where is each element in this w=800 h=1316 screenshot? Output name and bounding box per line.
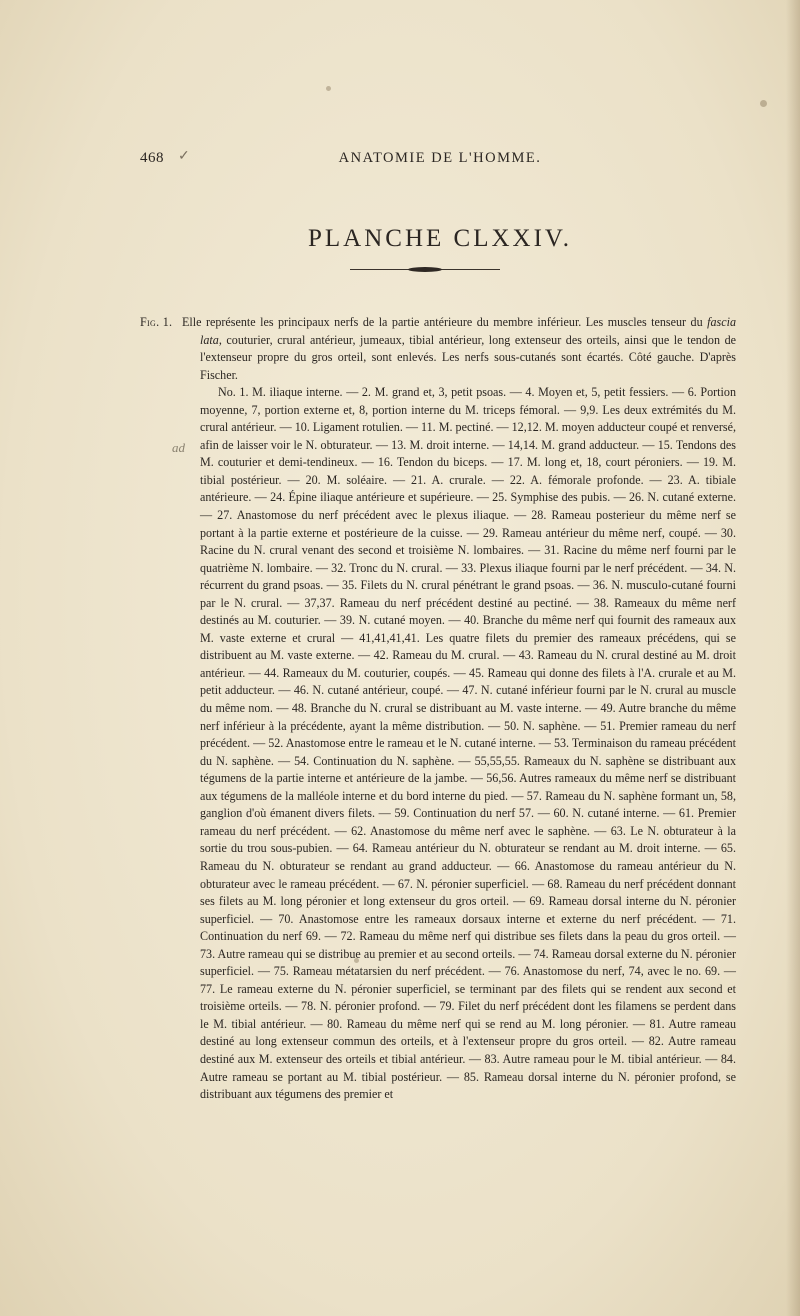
page-number: 468 — [140, 150, 164, 166]
figure-intro — [182, 314, 736, 384]
pencil-check-mark: ✓ — [178, 149, 190, 164]
intro-italic-term: fascia lata — [200, 315, 736, 347]
running-head: ANATOMIE DE L'HOMME. — [338, 150, 542, 166]
title-ornament-rule — [350, 266, 500, 274]
foxing-spot — [326, 86, 331, 91]
page-edge-shadow — [786, 0, 800, 1316]
margin-pencil-note: ad — [172, 440, 185, 455]
intro-text-1: Elle représente les principaux nerfs de la partie antérieure du membre inférieur. Les muscles tenseur du — [182, 315, 703, 329]
intro-text-2: , couturier, crural antérieur, jumeaux, tibial antérieur, long extenseur des orteils, ainsi que le tendon de l'extenseur propre du gros orteil, sont enlevés. Les nerfs sous-cutanés sont écartés. Côté gauche. D'après Fischer. — [200, 332, 736, 382]
figure-legend: No. 1. M. iliaque interne. — 2. M. grand et, 3, petit psoas. — 4. Moyen et, 5, petit fessiers. — 6. Portion moyenne, 7, portion externe et, 8, portion interne du M. triceps fémoral. — 9,9. Les deux extrémités du M. crural antérieur. — 10. Ligament rotulien. — 11. M. pectiné. — 12,12. M. moyen adducteur coupé et renversé, afin de laisser voir le N. obturateur. — 13. M. droit interne. — 14,14. M. grand adducteur. — 15. Tendons des M. couturier et demi-tendineux. — 16. Tendon du biceps. — 17. M. long et, 18, court péroniers. — 19. M. tibial postérieur. — 20. M. soléaire. — 21. A. crurale. — 22. A. fémorale profonde. — 23. A. tibiale antérieure. — 24. Épine iliaque antérieure et supérieure. — 25. Symphise des pubis. — 26. N. cutané externe. — 27. Anastomose du nerf précédent avec le plexus iliaque. — 28. Rameau posterieur du même nerf se portant à la partie externe et postérieure de la cuisse. — 29. Rameau antérieur du même nerf, coupé. — 30. Racine du N. crural venant des second et troisième N. lombaires. — 31. Racine du même nerf fourni par le quatrième N. lombaire. — 32. Tronc du N. crural. — 33. Plexus iliaque fourni par le nerf précédent. — 34. N. récurrent du grand psoas. — 35. Filets du N. crural pénétrant le grand psoas. — 36. N. musculo-cutané fourni par le N. crural. — 37,37. Rameau du nerf précédent destiné au pectiné. — 38. Rameaux du même nerf destinés au M. couturier. — 39. N. cutané moyen. — 40. Branche du même nerf qui fournit des rameaux aux M. vaste externe et crural — 41,41,41,41. Les quatre filets du premier des rameaux précédens, qui se distribuent au M. vaste externe. — 42. Rameau du M. crural. — 43. Rameau du N. crural destiné au M. droit antérieur. — 44. Rameaux du M. couturier, coupés. — 45. Rameau qui donne des filets à l'A. crurale et au M. petit adducteur. — 46. N. cutané antérieur, coupé. — 47. N. cutané inférieur fourni par le N. crural au muscle du même nom. — 48. Branche du N. crural se distribuant au M. vaste interne. — 49. Autre branche du même nerf inférieur à la précédente, ayant la même distribution. — 50. N. saphène. — 51. Premier rameau du nerf précédent. — 52. Anastomose entre le rameau et le N. cutané interne. — 53. Terminaison du rameau précédent du N. saphène. — 54. Continuation du N. saphène. — 55,55,55. Rameaux du N. saphène se distribuant aux tégumens de la partie interne et antérieure de la jambe. — 56,56. Autres rameaux du même nerf se distribuant aux tégumens de la malléole interne et du bord interne du pied. — 57. Rameau du N. saphène formant un, 58, ganglion d'où émanent divers filets. — 59. Continuation du nerf 57. — 60. N. cutané interne. — 61. Premier rameau du nerf précédent. — 62. Anastomose du même nerf avec le saphène. — 63. Le N. obturateur à la sortie du trou sous-pubien. — 64. Rameau antérieur du N. obturateur se rendant au M. droit interne. — 65. Rameau du N. obturateur se rendant au grand adducteur. — 66. Anastomose du rameau antérieur du N. obturateur avec le rameau précédent. — 67. N. péronier superficiel. — 68. Rameau du nerf précédent donnant ses filets au M. long péronier et long extenseur du gros orteil. — 69. Rameau dorsal interne du N. péronier superficiel. — 70. Anastomose entre les rameaux dorsaux interne et externe du nerf précédent. — 71. Continuation du nerf 69. — 72. Rameau du même nerf qui distribue ses filets dans la peau du gros orteil. — 73. Autre rameau qui se distribue au premier et au second orteils. — 74. Rameau dorsal externe du N. péronier superficiel. — 75. Rameau métatarsien du nerf précédent. — 76. Anastomose du nerf, 74, avec le no. 69. — 77. Le rameau externe du N. péronier superficiel, se terminant par des filets qui se rendent aux second et troisième orteils. — 78. N. péronier profond. — 79. Filet du nerf précédent dont les filamens se perdent dans le M. tibial antérieur. — 80. Rameau du même nerf qui se rend au M. long péronier. — 81. Autre rameau destiné au long extenseur commun des orteils, et à l'extenseur propre du gros orteil. — 82. Autre rameau destiné aux M. extenseur des orteils et tibial antérieur. — 83. Autre rameau pour le M. tibial antérieur. — 84. Autre rameau se portant au M. tibial postérieur. — 85. Rameau dorsal interne du N. péronier profond, se distribuant aux tégumens des premier et — [200, 385, 736, 1102]
plate-title: PLANCHE CLXXIV. — [308, 224, 572, 252]
foxing-spot — [760, 100, 767, 107]
figure-description — [140, 314, 736, 1104]
page-header — [140, 150, 740, 172]
figure-label: Fig. 1. — [140, 315, 173, 329]
